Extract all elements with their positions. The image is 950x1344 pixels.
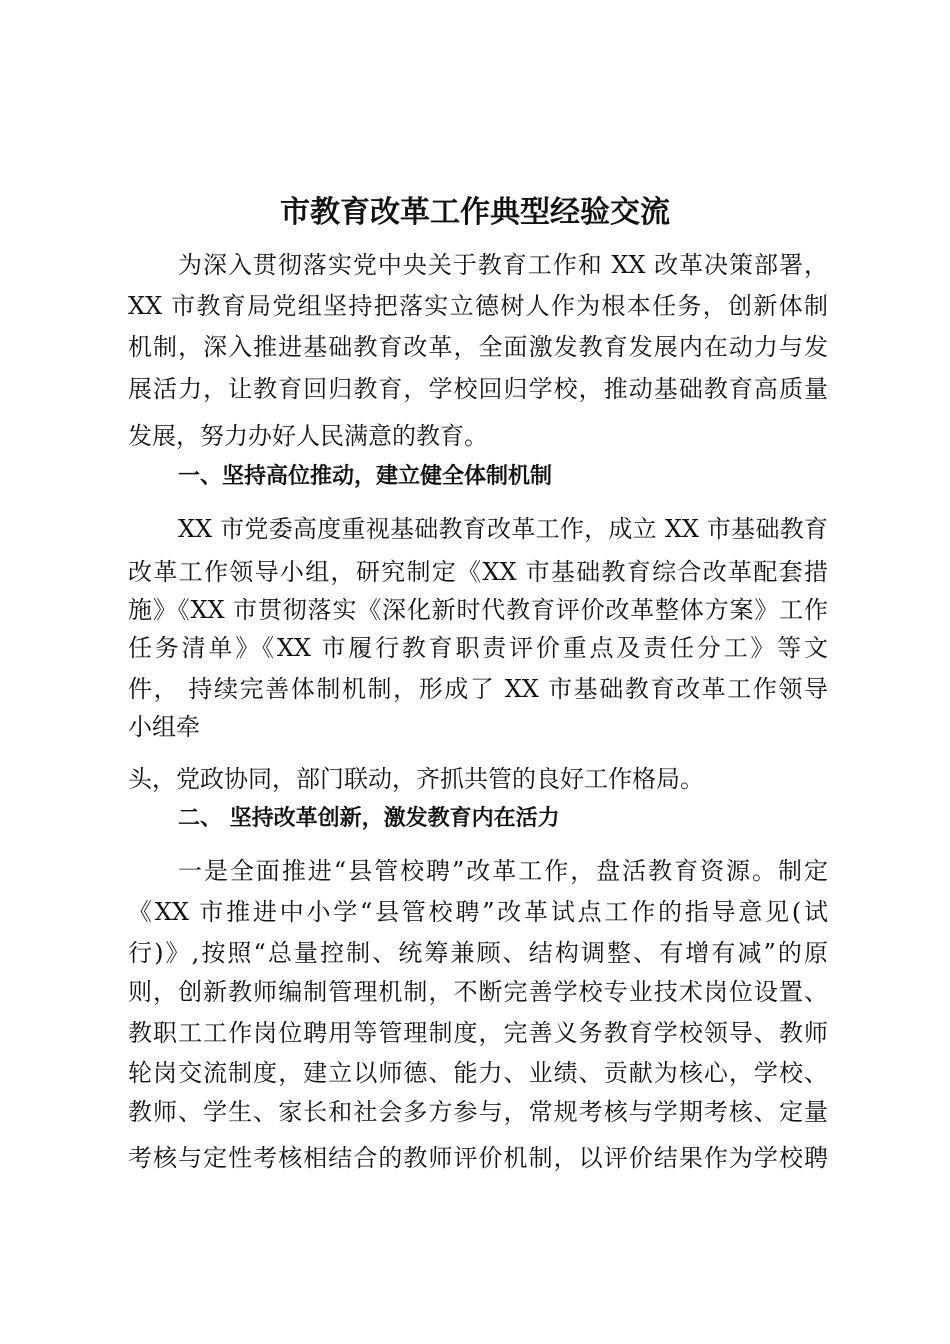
section1-line: 头，党政协同，部门联动，齐抓共管的良好工作格局。 <box>128 765 704 793</box>
section1-line: 任务清单》《XX 市履行教育职责评价重点及责任分工》等文 <box>128 634 828 662</box>
section2-line: 考核与定性考核相结合的教师评价机制，以评价结果作为学校聘 <box>128 1144 828 1172</box>
section2-line: 《XX 市推进中小学“县管校聘”改革试点工作的指导意见(试 <box>128 898 828 926</box>
section2-line: 行)》,按照“总量控制、统筹兼顾、结构调整、有增有减”的原 <box>128 939 828 967</box>
section2-line: 一是全面推进“县管校聘”改革工作，盘活教育资源。制定 <box>178 857 828 885</box>
intro-line: 发展，努力办好人民满意的教育。 <box>128 422 488 450</box>
section-heading-2: 二、 坚持改革创新，激发教育内在活力 <box>178 806 560 831</box>
section1-line: XX 市党委高度重视基础教育改革工作，成立 XX 市基础教育 <box>178 515 828 543</box>
intro-line: 为深入贯彻落实党中央关于教育工作和 XX 改革决策部署， <box>178 251 828 279</box>
section2-line: 轮岗交流制度，建立以师德、能力、业绩、贡献为核心，学校、 <box>128 1059 828 1087</box>
intro-line: 展活力，让教育回归教育，学校回归学校，推动基础教育高质量 <box>128 375 828 403</box>
intro-line: 机制，深入推进基础教育改革，全面激发教育发展内在动力与发 <box>128 333 828 361</box>
section1-line: 改革工作领导小组，研究制定《XX 市基础教育综合改革配套措 <box>128 558 828 586</box>
section-heading-1: 一、坚持高位推动，建立健全体制机制 <box>178 464 553 489</box>
section2-line: 教师、学生、家长和社会多方参与，常规考核与学期考核、定量 <box>128 1098 828 1126</box>
section2-line: 则，创新教师编制管理机制，不断完善学校专业技术岗位设置、 <box>128 978 828 1006</box>
section1-line: 件， 持续完善体制机制，形成了 XX 市基础教育改革工作领导 <box>128 675 828 703</box>
document-title: 市教育改革工作典型经验交流 <box>280 195 670 230</box>
section2-line: 教职工工作岗位聘用等管理制度，完善义务教育学校领导、教师 <box>128 1019 828 1047</box>
section1-line: 施》《XX 市贯彻落实《深化新时代教育评价改革整体方案》工作 <box>128 596 828 624</box>
section1-line: 小组牵 <box>128 713 200 741</box>
intro-line: XX 市教育局党组坚持把落实立德树人作为根本任务，创新体制 <box>128 292 828 320</box>
